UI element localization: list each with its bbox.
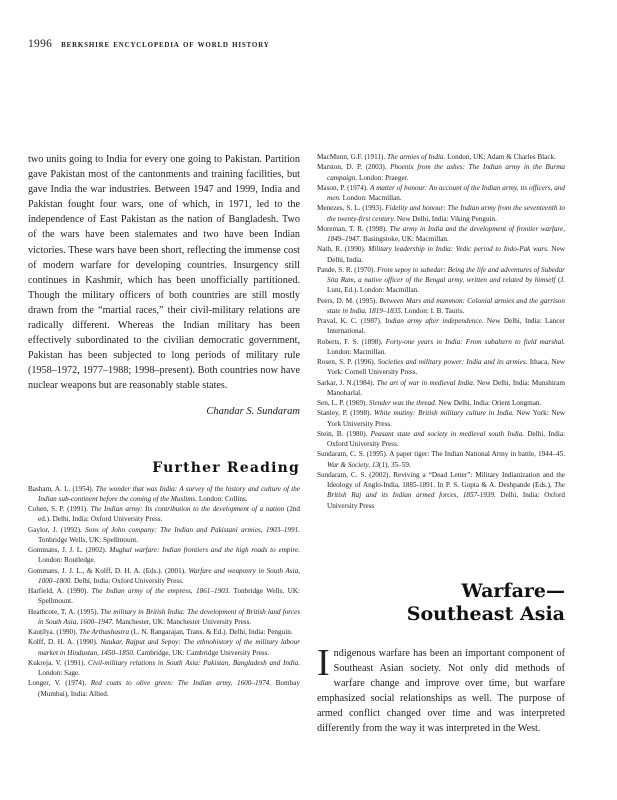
reference-item [317, 296, 565, 317]
reference-item [28, 545, 300, 566]
reference-post: New Delhi, India: Viking Penguin. [395, 214, 497, 223]
reference-post: London: Praeger. [357, 173, 409, 182]
reference-title: Peasant state and society in medieval south India. [370, 429, 525, 438]
reference-item [28, 678, 300, 699]
reference-pre: Basham, A. L. (1954). [28, 484, 96, 493]
reference-pre: Sundaram, C. S. (1995). A paper tiger: The Indian National Army in battle, 1944–45. [317, 450, 565, 459]
reference-pre: Sundaram, C. S. (2002). Reviving a “Dead Letter”: Military Indianization and the Ideology of Anglo-India, 1885-1891. In P. S. Gupta & A. Deshpande (Eds.), [317, 470, 565, 489]
reference-item [317, 337, 565, 358]
reference-pre: Gaylor, J. (1992). [28, 525, 86, 534]
reference-pre: Harfield, A. (1990). [28, 587, 92, 595]
reference-item [317, 378, 565, 399]
reference-post: London: Macmillan. [340, 194, 402, 202]
reference-post: (J. Lunt, Ed.). London: Macmillan. [327, 276, 565, 295]
reference-title: Slender was the thread. [368, 399, 437, 407]
page-number: 1996 [28, 38, 53, 50]
reference-pre: Rosen, S. P. (1996). [317, 358, 378, 366]
reference-title: Mughal warfare: Indian frontiers and the high roads to empire. [109, 546, 300, 554]
reference-title: Fidelity and honour: The Indian army from the seventeenth to the twenty-first century. [327, 204, 565, 223]
reference-item [28, 627, 300, 637]
reference-title: The armies of India. [387, 153, 446, 161]
reference-title: Civil-military relations in South Asia: Pakistan, Bangladesh and India. [88, 658, 300, 667]
article-intro [317, 642, 565, 736]
article-title [317, 580, 565, 626]
reference-post: Tonbridge Wells, UK: Spellmount. [38, 535, 139, 544]
reference-post: Bombay (Mumbai), India: Allied. [38, 679, 300, 698]
reference-pre: MacMunn, G.F. (1911). [317, 153, 388, 161]
running-header [28, 38, 270, 50]
reference-list-right [317, 152, 565, 511]
reference-post: London, UK: Adam & Charles Black. [445, 153, 556, 161]
reference-item [317, 244, 565, 265]
book-title: berkshire encyclopedia of world history [61, 39, 270, 50]
reference-title: The army in India and the development of frontier warfare, 1849–1947. [327, 224, 566, 243]
reference-post: New Delhi, India. [327, 245, 565, 264]
reference-title: War & Society, 13 [327, 460, 380, 469]
reference-pre: Sen, L. P. (1969). [317, 399, 369, 407]
reference-item [317, 265, 565, 296]
reference-title: The Indian army: Its contribution to the development of a nation [90, 505, 285, 513]
reference-post: (2nd ed.). Delhi, India: Oxford University Press. [38, 505, 300, 524]
reference-item [28, 525, 300, 546]
reference-title: Naukar, Rajput and Sepoy: The ethnohistory of the military labour market in Hindustan, 1450–1850. [38, 638, 300, 657]
reference-pre: Kauṭilya. (1990). [28, 628, 80, 636]
reference-item [317, 398, 565, 408]
reference-title: Forty-one years in India: From subaltern to field marshal. [385, 337, 565, 346]
reference-post: Delhi, India: Oxford University Press. [327, 429, 566, 448]
reference-pre: Gommans, J. J. L., & Kolff, D. H. A. (Eds.). (2001). [28, 566, 189, 575]
reference-post: Delhi, India: Oxford University Press [327, 491, 565, 510]
reference-title: Red coats to olive green: The Indian army, 1600–1974. [90, 679, 272, 688]
reference-post: Tonbridge Wells, UK: Spellmount. [38, 587, 301, 606]
reference-pre: Cohen, S. P. (1991). [28, 505, 91, 513]
reference-post: Basingstoke, UK: Macmillan. [361, 235, 449, 243]
reference-item [28, 504, 300, 525]
right-column [317, 152, 565, 511]
reference-post: New Delhi, India: Munshiram Manoharlal. [327, 378, 566, 397]
reference-post: New Delhi, India: Orient Longman. [436, 399, 542, 407]
next-article [317, 580, 565, 736]
reference-pre: Mason, P. (1974). [317, 183, 370, 192]
reference-item [317, 429, 565, 450]
reference-post: New Delhi, India: Lancer International. [327, 317, 565, 336]
reference-title: The Indian army of the empress, 1861–1903. [91, 587, 231, 595]
reference-pre: Nath, R. (1990). [317, 245, 369, 254]
reference-item [28, 484, 300, 505]
reference-pre: Stein, B. (1980). [317, 429, 371, 438]
reference-title: The Arthashastra [79, 628, 130, 636]
reference-item [317, 203, 565, 224]
reference-post: (1), 35–59. [379, 460, 411, 469]
reference-item [317, 316, 565, 337]
left-column [28, 152, 300, 699]
reference-post: London: Sage. [38, 669, 80, 677]
reference-post: London: Macmillan. [327, 347, 387, 356]
reference-list-left [28, 484, 300, 699]
reference-pre: Heathcote, T. A. (1995). [28, 607, 101, 616]
reference-post: Manchester, UK: Manchester University Press. [113, 617, 252, 626]
further-reading-heading: Further Reading [152, 459, 300, 476]
reference-item [317, 152, 565, 162]
reference-post: Cambridge, UK: Cambridge University Press. [134, 648, 270, 657]
reference-title: A matter of honour: An account of the Indian army, its officers, and men. [327, 183, 565, 202]
reference-item [28, 586, 300, 607]
reference-pre: Roberts, F. S. (1898). [317, 337, 386, 346]
article-title-line2: Southeast Asia [406, 603, 565, 625]
reference-pre: Menezes, S. L. (1993). [317, 204, 386, 213]
reference-pre: Pande, S. R. (1970). [317, 265, 378, 274]
reference-item [317, 357, 565, 378]
reference-item [28, 566, 300, 587]
reference-pre: Moreman, T. R. (1998). [317, 224, 390, 233]
article-title-line1: Warfare— [461, 580, 565, 602]
reference-pre: Gommans, J. J. L. (2002). [28, 546, 110, 554]
reference-post: London: Routledge. [38, 556, 96, 565]
reference-item [317, 408, 565, 429]
author-signature: Chandar S. Sundaram [206, 405, 300, 417]
reference-title: Military leadership in India: Vedic period to Indo-Pak wars. [368, 245, 549, 254]
reference-post: New York: New York University Press. [327, 409, 566, 428]
reference-title: From sepoy to subedar: Being the life and adventures of Subedar Sita Ram, a native officer of the Bengal army, written and related by himself [327, 265, 565, 284]
reference-title: The British Raj and its Indian armed forces, 1857-1939. [327, 481, 565, 500]
reference-pre: Kukreja, V. (1991). [28, 658, 89, 667]
reference-item [317, 183, 565, 204]
article-intro-text: ndigenous warfare has been an important component of Southeast Asian society. Not only did methods of warfare change and improve over time, but warfare emphasized social relationships as well. The purpose of armed conflict changed over time and was interpreted differently from the way it was interpreted in the West. [317, 648, 565, 734]
reference-pre: Marston, D. P. (2003). [317, 163, 391, 172]
reference-title: Phoenix from the ashes: The Indian army in the Burma campaign. [327, 163, 565, 182]
reference-item [317, 470, 565, 511]
reference-pre: Kolff, D. H. A. (1990). [28, 638, 101, 647]
reference-title: The art of war in medieval India. [376, 378, 475, 387]
essay-paragraph: two units going to India for every one going to Pakistan. Partition gave Pakistan most of the cantonments and training facilities, but gave India the war industries. Between 1947 and 1999, India and Pakistan fought four wars, one of which, in 1971, led to the independence of East Pakistan as the nation of Bangladesh. Two of the wars have been stalemates and two have been Indian victories. These wars have been short, reflecting the immense cost of modern warfare for developing countries. Insurgency still continues in Kashmir, which has been unofficially partitioned. Though the military officers of both countries are still mostly drawn from the “martial races,” their civil-military relations are radically different. Whereas the Indian military has been effectively subordinated to the civilian democratic government, Pakistan has been subjected to long periods of military rule (1958–1972, 1977–1988; 1998–present). Both countries now have nuclear weapons but are reasonably stable states. [28, 154, 300, 392]
reference-title: Indian army after independence. [385, 317, 484, 325]
reference-pre: Longer, V. (1974). [28, 679, 91, 688]
reference-title: Warfare and weaponry in South Asia, 1000–1800. [38, 566, 300, 585]
reference-post: London: I. B. Tauris. [402, 306, 465, 315]
reference-item [317, 224, 565, 245]
reference-post: Delhi, India: Oxford University Press. [72, 576, 184, 585]
reference-pre: Sarkar, J. N.(1984). [317, 378, 377, 387]
reference-title: White mutiny: British military culture in India. [373, 409, 514, 418]
reference-pre: Stanley, P. (1998). [317, 409, 374, 418]
reference-item [28, 607, 300, 628]
reference-title: Societies and military power: India and its armies. [377, 358, 528, 366]
reference-title: Between Mars and mammon: Colonial armies and the garrison state in India, 1819–1835. [327, 296, 565, 315]
reference-pre: Praval, K. C. (1987). [317, 317, 386, 325]
reference-title: The military in British India: The development of British land forces in South Asia, 1600–1947. [38, 607, 300, 626]
reference-item [317, 162, 565, 183]
reference-post: Ithaca, New York: Cornell University Press. [327, 358, 565, 377]
reference-item [317, 449, 565, 470]
reference-title: Sons of John company: The Indian and Pakistani armies, 1903–1991. [85, 525, 300, 534]
reference-post: London: Collins. [197, 494, 248, 503]
reference-pre: Peers, D. M. (1995). [317, 296, 380, 305]
reference-title: The wonder that was India: A survey of the history and culture of the Indian sub-continent before the coming of the Muslims. [38, 484, 300, 503]
drop-cap: I [317, 642, 330, 684]
reference-item [28, 637, 300, 658]
reference-post: (L. N. Rangarajan, Trans. & Ed.). Delhi, India: Penguin. [129, 628, 293, 636]
reference-item [28, 658, 300, 679]
